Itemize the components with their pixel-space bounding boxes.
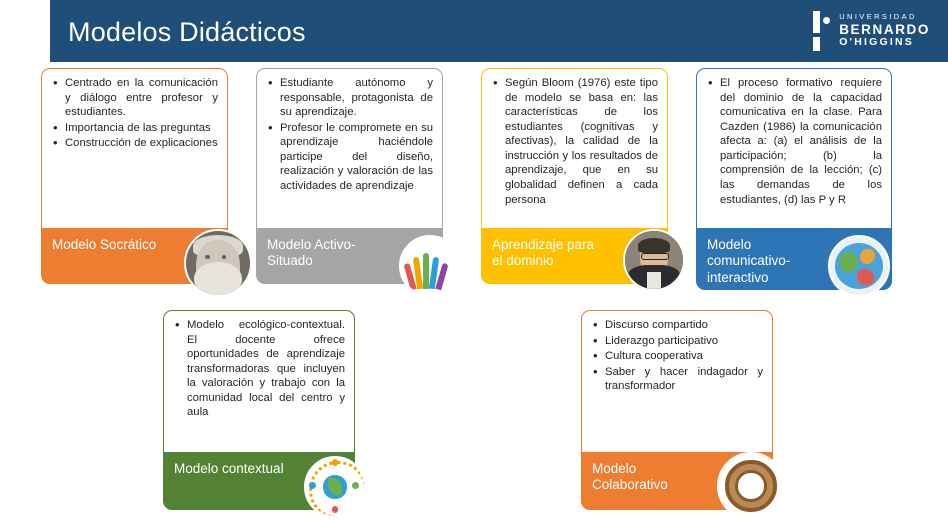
card-title: Modelo Activo-Situado — [267, 237, 356, 269]
card-body — [581, 310, 773, 452]
card-body — [163, 310, 355, 452]
card-title: Modelo comunicativo-interactivo — [707, 237, 791, 285]
list-item: • Profesor le compromete en su aprendizaje haciéndole participe del diseño, realización y valoración de las actividades de aprendizaje — [278, 121, 433, 194]
university-logo — [813, 9, 930, 53]
global-communication-image — [828, 235, 890, 297]
ecological-context-image — [304, 456, 366, 518]
logo-line-2: BERNARDO — [839, 21, 930, 37]
list-item: • Cultura cooperativa — [603, 349, 763, 364]
logo-mark-icon — [813, 11, 830, 51]
card-body — [696, 68, 892, 228]
card-body — [256, 68, 443, 228]
bullet-list — [173, 318, 345, 420]
header-accent-block — [0, 0, 50, 62]
collaborative-hands-circle-image — [717, 452, 785, 520]
bullet-list — [491, 76, 658, 207]
logo-line-1: UNIVERSIDAD — [839, 12, 917, 22]
list-item: • Liderazgo participativo — [603, 334, 763, 349]
list-item: • Importancia de las preguntas — [63, 121, 218, 136]
list-item: • Modelo ecológico-contextual. El docente ofrece oportunidades de aprendizaje transformadoras que incluyen la valoración y trabajo con la comunidad local del centro y aula — [185, 318, 345, 420]
list-item: • El proceso formativo requiere del dominio de la capacidad comunicativa en la clase. Para Cazden (1986) la comunicación afecta a: (a) el análisis de la participación; (b) la comprensión de la lección; (c) las demandas de los estudiantes, (d) las P y R — [718, 76, 882, 207]
socrates-bust-image — [184, 229, 252, 297]
card-title: Modelo contextual — [174, 461, 284, 476]
list-item: • Según Bloom (1976) este tipo de modelo se basa en: las características de los estudiantes (cognitivas y afectivas), la calidad de la instrucción y los resultados de aprendizaje, que en su globalidad definen a cada persona — [503, 76, 658, 207]
bullet-list — [51, 76, 218, 151]
list-item: • Centrado en la comunicación y diálogo entre profesor y estudiantes. — [63, 76, 218, 120]
list-item: • Estudiante autónomo y responsable, protagonista de su aprendizaje. — [278, 76, 433, 120]
page-title: Modelos Didácticos — [68, 17, 306, 47]
raised-hands-image — [399, 235, 461, 297]
bullet-list — [591, 318, 763, 394]
card-title: Modelo Colaborativo — [592, 461, 668, 493]
bullet-list — [266, 76, 433, 194]
card-title: Modelo Socrático — [52, 237, 157, 252]
list-item: • Construcción de explicaciones — [63, 136, 218, 151]
card-body — [481, 68, 668, 228]
benjamin-bloom-portrait-image — [623, 229, 685, 291]
card-title: Aprendizaje para el dominio — [492, 237, 595, 269]
list-item: • Saber y hacer indagador y transformador — [603, 365, 763, 394]
logo-line-3: O'HIGGINS — [839, 35, 914, 48]
slide-header — [0, 0, 948, 62]
bullet-list — [706, 76, 882, 207]
card-body — [41, 68, 228, 228]
list-item: • Discurso compartido — [603, 318, 763, 333]
